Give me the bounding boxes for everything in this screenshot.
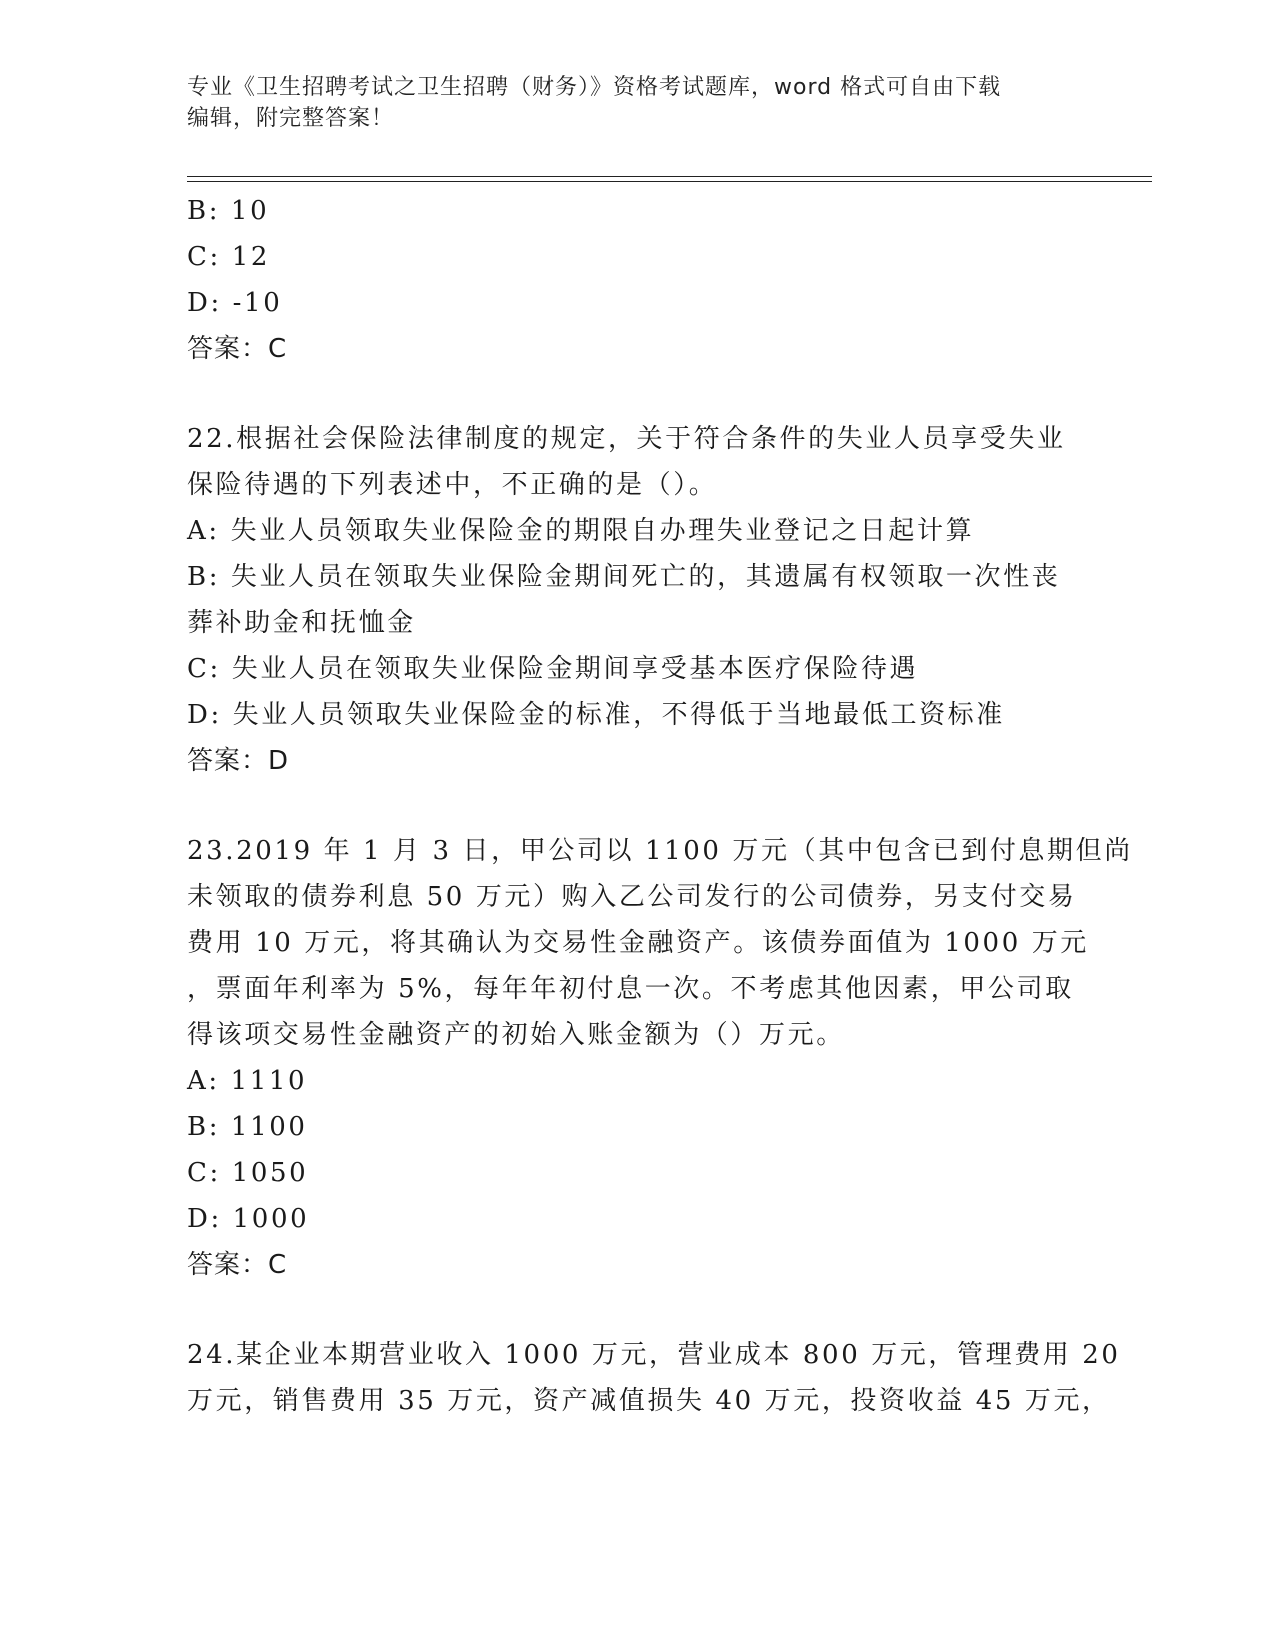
document-header bbox=[187, 72, 1067, 134]
spacer bbox=[187, 372, 1087, 416]
q22-stem-line-2: 保险待遇的下列表述中，不正确的是（）。 bbox=[187, 470, 718, 500]
q22-option-a: A: 失业人员领取失业保险金的期限自办理失业登记之日起计算 bbox=[187, 516, 975, 546]
q21-option-d: D: -10 bbox=[187, 288, 283, 318]
q23-stem-line-3: 费用 10 万元，将其确认为交易性金融资产。该债券面值为 1000 万元 bbox=[187, 928, 1089, 958]
header-line-1: 专业《卫生招聘考试之卫生招聘（财务）》资格考试题库，word 格式可自由下载 bbox=[187, 75, 1002, 100]
question-24 bbox=[187, 1332, 1121, 1424]
question-22 bbox=[187, 416, 1087, 784]
q22-option-b-line-1: B: 失业人员在领取失业保险金期间死亡的，其遗属有权领取一次性丧 bbox=[187, 562, 1061, 592]
question-23 bbox=[187, 828, 1133, 1288]
q23-option-b: B: 1100 bbox=[187, 1112, 308, 1142]
q22-option-d: D: 失业人员领取失业保险金的标准，不得低于当地最低工资标准 bbox=[187, 700, 1005, 730]
q23-answer: 答案：C bbox=[187, 1250, 288, 1280]
q21-option-b: B: 10 bbox=[187, 196, 270, 226]
q23-stem-line-4: ，票面年利率为 5%，每年年初付息一次。不考虑其他因素，甲公司取 bbox=[187, 974, 1074, 1004]
q24-stem-line-1: 24.某企业本期营业收入 1000 万元，营业成本 800 万元，管理费用 20 bbox=[187, 1340, 1121, 1370]
spacer bbox=[187, 784, 1087, 828]
header-divider-bottom bbox=[187, 181, 1152, 182]
q24-stem-line-2: 万元，销售费用 35 万元，资产减值损失 40 万元，投资收益 45 万元， bbox=[187, 1386, 1111, 1416]
q22-option-c: C: 失业人员在领取失业保险金期间享受基本医疗保险待遇 bbox=[187, 654, 919, 684]
q21-answer: 答案：C bbox=[187, 334, 288, 364]
q23-stem-line-2: 未领取的债券利息 50 万元）购入乙公司发行的公司债券，另支付交易 bbox=[187, 882, 1077, 912]
q23-option-d: D: 1000 bbox=[187, 1204, 310, 1234]
q22-stem-line-1: 22.根据社会保险法律制度的规定，关于符合条件的失业人员享受失业 bbox=[187, 424, 1066, 454]
q23-option-c: C: 1050 bbox=[187, 1158, 309, 1188]
document-body bbox=[187, 188, 1133, 1424]
spacer bbox=[187, 1288, 1087, 1332]
q21-option-c: C: 12 bbox=[187, 242, 271, 272]
q23-stem-line-1: 23.2019 年 1 月 3 日，甲公司以 1100 万元（其中包含已到付息期但尚 bbox=[187, 836, 1133, 866]
question-21-tail bbox=[187, 188, 1087, 372]
header-divider-top bbox=[187, 176, 1152, 177]
q22-answer: 答案：D bbox=[187, 746, 290, 776]
header-line-2: 编辑，附完整答案！ bbox=[187, 106, 395, 131]
q22-option-b-line-2: 葬补助金和抚恤金 bbox=[187, 608, 416, 638]
q23-stem-line-5: 得该项交易性金融资产的初始入账金额为（）万元。 bbox=[187, 1020, 845, 1050]
q23-option-a: A: 1110 bbox=[187, 1066, 308, 1096]
